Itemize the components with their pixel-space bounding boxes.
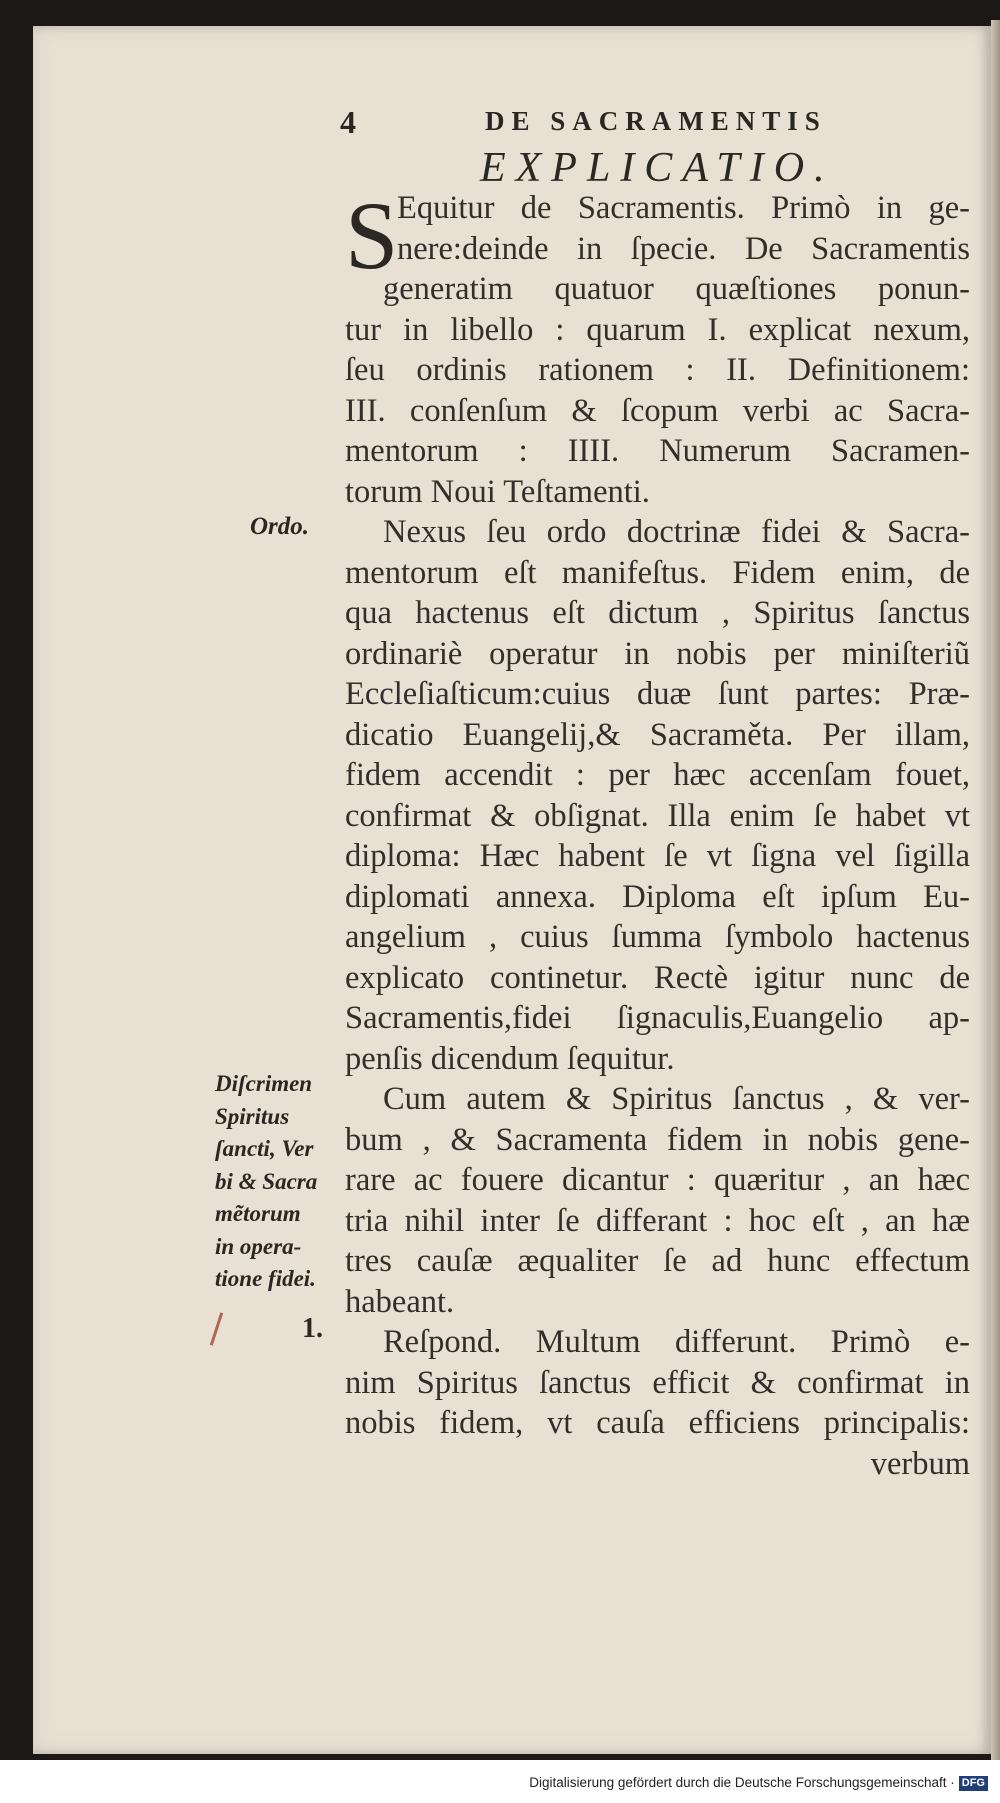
- text-line: penſis dicendum ſequitur.: [345, 1040, 675, 1077]
- footer-text: Digitalisierung gefördert durch die Deutsche Forschungsgemeinschaft ·: [529, 1775, 955, 1790]
- text-line: diploma: Hæc habent ſe vt ſigna vel ſigilla: [345, 838, 970, 874]
- text-line: nere:deinde in ſpecie. De Sacramentis: [397, 230, 970, 267]
- text-line: confirmat & obſignat. Illa enim ſe habet vt: [345, 797, 970, 834]
- text-line: Nexus ſeu ordo doctrinæ fidei & Sacra-: [383, 514, 970, 550]
- margin-note-line: bi & Sacra: [215, 1168, 318, 1194]
- running-head: [340, 104, 860, 144]
- text-line: nim Spiritus ſanctus efficit & confirmat in: [345, 1364, 970, 1401]
- text-line: ordinariè operatur in nobis per miniſteriũ: [345, 635, 970, 672]
- margin-note-line: in opera-: [215, 1233, 302, 1259]
- text-line: generatim quatuor quæſtiones ponun-: [383, 271, 970, 307]
- text-line: Cum autem & Spiritus ſanctus , & ver-: [383, 1081, 970, 1117]
- margin-note-line: mẽtorum: [215, 1201, 301, 1226]
- running-title: DE SACRAMENTIS: [485, 106, 827, 136]
- text-line: Eccleſiaſticum:cuius duæ ſunt partes: Præ-: [345, 676, 970, 712]
- text-line: fidem accendit : per hæc accenſam fouet,: [345, 757, 970, 793]
- body-text: [345, 182, 970, 1484]
- text-line: tur in libello : quarum I. explicat nexum,: [345, 311, 970, 348]
- text-line: torum Noui Teſtamenti.: [345, 473, 650, 510]
- margin-note-line: tione fidei.: [215, 1266, 316, 1291]
- text-line: bum , & Sacramenta fidem in nobis gene-: [345, 1121, 970, 1158]
- text-line: III. conſenſum & ſcopum verbi ac Sacra-: [345, 392, 970, 429]
- footer: [529, 1775, 988, 1791]
- text-line: diplomati annexa. Diploma eſt ipſum Eu-: [345, 878, 970, 915]
- text-line: tres cauſæ æqualiter ſe ad hunc effectum: [345, 1243, 970, 1279]
- page-number: 4: [340, 104, 356, 140]
- text-line: mentorum : IIII. Numerum Sacramen-: [345, 433, 970, 469]
- text-line: Equitur de Sacramentis. Primò in ge-: [397, 190, 970, 226]
- text-line: tria nihil inter ſe differant : hoc eſt , an hæ: [345, 1202, 970, 1239]
- text-line: angelium , cuius ſumma ſymbolo hactenus: [345, 919, 970, 955]
- margin-note-discrimen: [215, 1068, 365, 1296]
- page-edge: [991, 20, 1000, 1760]
- section-heading: EXPLICATIO.: [480, 145, 835, 191]
- margin-note-line: Spiritus: [215, 1103, 290, 1129]
- text-line: habeant.: [345, 1283, 455, 1320]
- text-line: Sacramentis,fidei ſignaculis,Euangelio ap-: [345, 1000, 970, 1036]
- text-line: dicatio Euangelij,& Sacraměta. Per illam,: [345, 716, 970, 753]
- dfg-logo: DFG: [959, 1776, 988, 1791]
- margin-note-number: 1.: [302, 1313, 323, 1344]
- margin-note-line: ſancti, Ver: [215, 1136, 314, 1161]
- catchword: verbum: [870, 1445, 970, 1482]
- text-line: Reſpond. Multum differunt. Primò e-: [383, 1324, 970, 1360]
- text-line: explicato continetur. Rectè igitur nunc de: [345, 959, 970, 996]
- margin-note-ordo: Ordo.: [250, 513, 310, 540]
- text-line: nobis fidem, vt cauſa efficiens principalis:: [345, 1405, 970, 1441]
- drop-cap: S: [345, 182, 399, 289]
- text-line: rare ac fouere dicantur : quæritur , an hæc: [345, 1162, 970, 1198]
- text-line: qua hactenus eſt dictum , Spiritus ſanctus: [345, 595, 970, 631]
- text-line: ſeu ordinis rationem : II. Definitionem:: [345, 352, 970, 388]
- text-line: mentorum eſt manifeſtus. Fidem enim, de: [345, 554, 970, 591]
- margin-note-line: Diſcrimen: [215, 1071, 313, 1096]
